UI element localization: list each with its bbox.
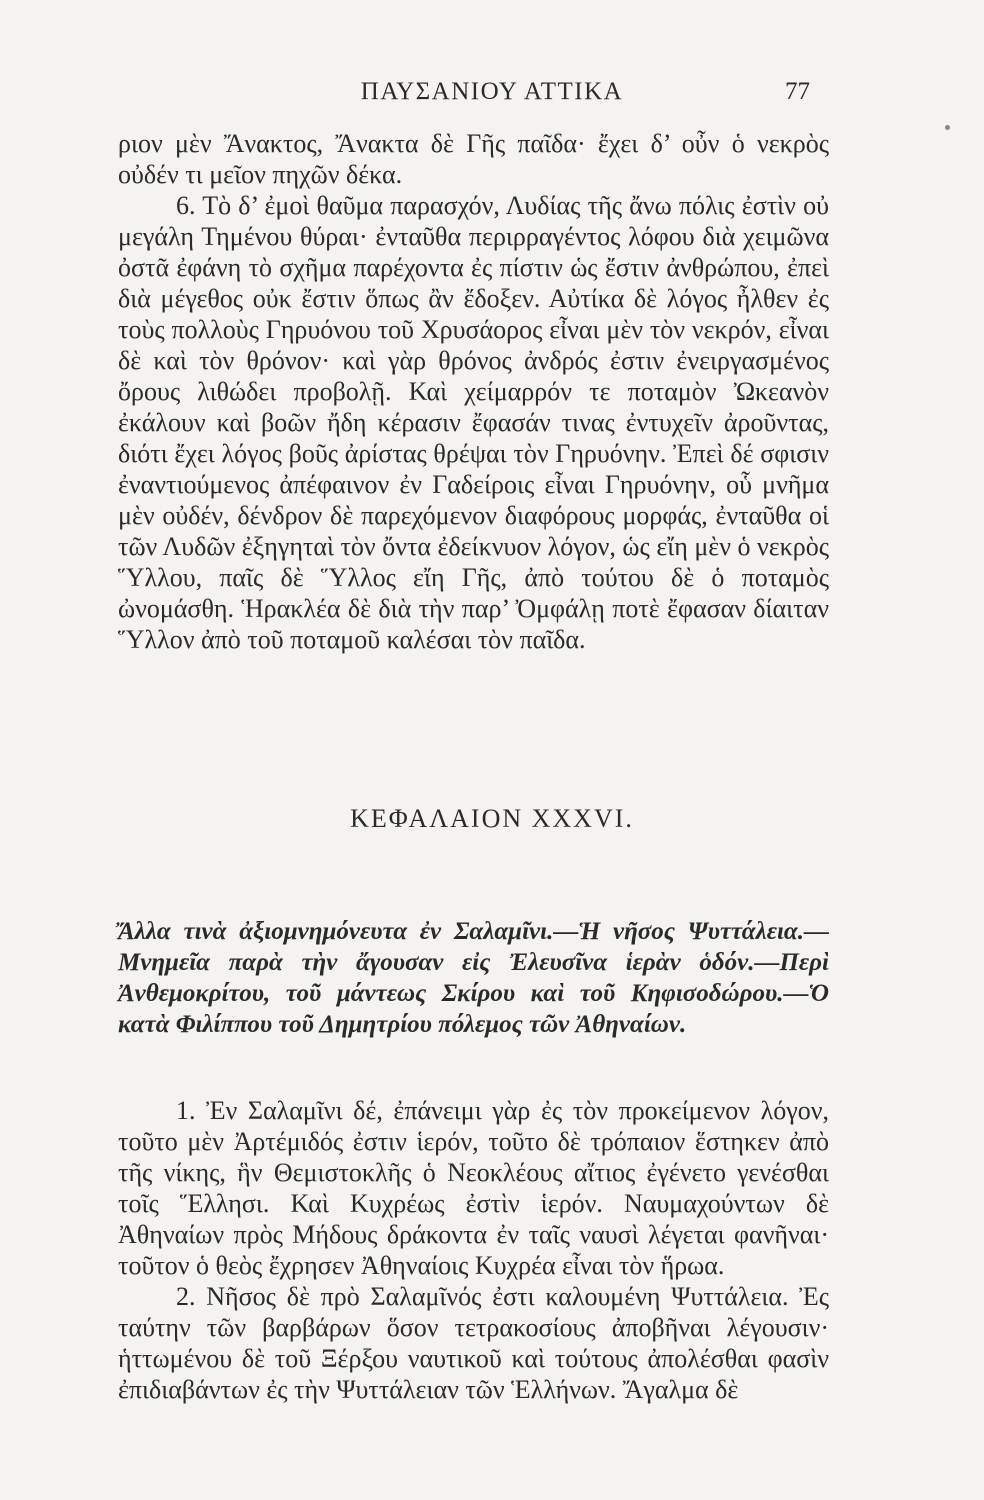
- text-block-bottom: [118, 1095, 829, 1405]
- running-header: [0, 76, 984, 108]
- text-block-top: [118, 128, 829, 655]
- chapter-heading: ΚΕΦΑΛΑΙΟΝ ΧΧΧVΙ.: [350, 804, 634, 833]
- paragraph-2: 2. Νῆσος δὲ πρὸ Σαλαμῖνός ἐστι καλουμένη Ψυττάλεια. Ἐς ταύτην τῶν βαρβάρων ὅσον τετρακοσίους ἀποβῆναι λέγουσιν· ἡττωμένου δὲ τοῦ Ξέρξου ναυτικοῦ καὶ τούτους ἀπολέσθαι φασὶν ἐπιδιαβάντων ἐς τὴν Ψυττάλειαν τῶν Ἑλλήνων. Ἄγαλμα δὲ: [118, 1282, 829, 1404]
- paragraph-1: 1. Ἐν Σαλαμῖνι δέ, ἐπάνειμι γὰρ ἐς τὸν προκείμενον λόγον, τοῦτο μὲν Ἀρτέμιδός ἐστιν ἱερόν, τοῦτο δὲ τρόπαιον ἕστηκεν ἀπὸ τῆς νίκης, ἣν Θεμιστοκλῆς ὁ Νεοκλέους αἴτιος ἐγένετο γενέσθαι τοῖς Ἕλλησι. Καὶ Κυχρέως ἐστὶν ἱερόν. Ναυμαχούντων δὲ Ἀθηναίων πρὸς Μήδους δράκοντα ἐν ταῖς ναυσὶ λέγεται φανῆναι· τοῦτον ὁ θεὸς ἔχρησεν Ἀθηναίοις Κυχρέα εἶναι τὸν ἥρωα.: [118, 1096, 829, 1280]
- paragraph-continuation: ριον μὲν Ἄνακτος, Ἄνακτα δὲ Γῆς παῖδα· ἔχει δ’ οὖν ὁ νεκρὸς οὐδέν τι μεῖον πηχῶν δέκα.: [118, 129, 829, 189]
- speck-mark: [945, 125, 950, 130]
- running-title: ΠΑΥΣΑΝΙΟΥ ΑΤΤΙΚΑ: [360, 78, 624, 105]
- paragraph-6: 6. Τὸ δ’ ἐμοὶ θαῦμα παρασχόν, Λυδίας τῆς ἄνω πόλις ἐστὶν οὐ μεγάλη Τημένου θύραι· ἐνταῦθα περιρραγέντος λόφου διὰ χειμῶνα ὀστᾶ ἐφάνη τὸ σχῆμα παρέχοντα ἐς πίστιν ὡς ἔστιν ἀνθρώπου, ἐπεὶ διὰ μέγεθος οὐκ ἔστιν ὅπως ἂν ἔδοξεν. Αὐτίκα δὲ λόγος ἦλθεν ἐς τοὺς πολλοὺς Γηρυόνου τοῦ Χρυσάορος εἶναι μὲν τὸν νεκρόν, εἶναι δὲ καὶ τὸν θρόνον· καὶ γὰρ θρόνος ἀνδρός ἐστιν ἐνειργασμένος ὄρους λιθώδει προβολῇ. Καὶ χείμαρρόν τε ποταμὸν Ὠκεανὸν ἐκάλουν καὶ βοῶν ἤδη κέρασιν ἔφασάν τινας ἐντυχεῖν ἀροῦντας, διότι ἔχει λόγος βοῦς ἀρίστας θρέψαι τὸν Γηρυόνην. Ἐπεὶ δέ σφισιν ἐναντιούμενος ἀπέφαινον ἐν Γαδείροις εἶναι Γηρυόνην, οὗ μνῆμα μὲν οὐδέν, δένδρον δὲ παρεχόμενον διαφόρους μορφάς, ἐνταῦθα οἱ τῶν Λυδῶν ἐξηγηταὶ τὸν ὄντα ἐδείκνυον λόγον, ὡς εἴη μὲν ὁ νεκρὸς Ὕλλου, παῖς δὲ Ὕλλος εἴη Γῆς, ἀπὸ τούτου δὲ ὁ ποταμὸς ὠνομάσθη. Ἡρακλέα δὲ διὰ τὴν παρ’ Ὀμφάλῃ ποτὲ ἔφασαν δίαιταν Ὕλλον ἀπὸ τοῦ ποταμοῦ καλέσαι τὸν παῖδα.: [118, 191, 830, 654]
- page-number: 77: [785, 78, 810, 105]
- chapter-summary: Ἄλλα τινὰ ἀξιομνημόνευτα ἐν Σαλαμῖνι.—Ἡ νῆσος Ψυττάλεια.—Μνημεῖα παρὰ τὴν ἄγουσαν εἰς Ἐλευσῖνα ἱερὰν ὁδόν.—Περὶ Ἀνθεμοκρίτου, τοῦ μάντεως Σκίρου καὶ τοῦ Κηφισοδώρου.—Ὁ κατὰ Φιλίππου τοῦ Δημητρίου πόλεμος τῶν Ἀθηναίων.: [118, 918, 829, 1038]
